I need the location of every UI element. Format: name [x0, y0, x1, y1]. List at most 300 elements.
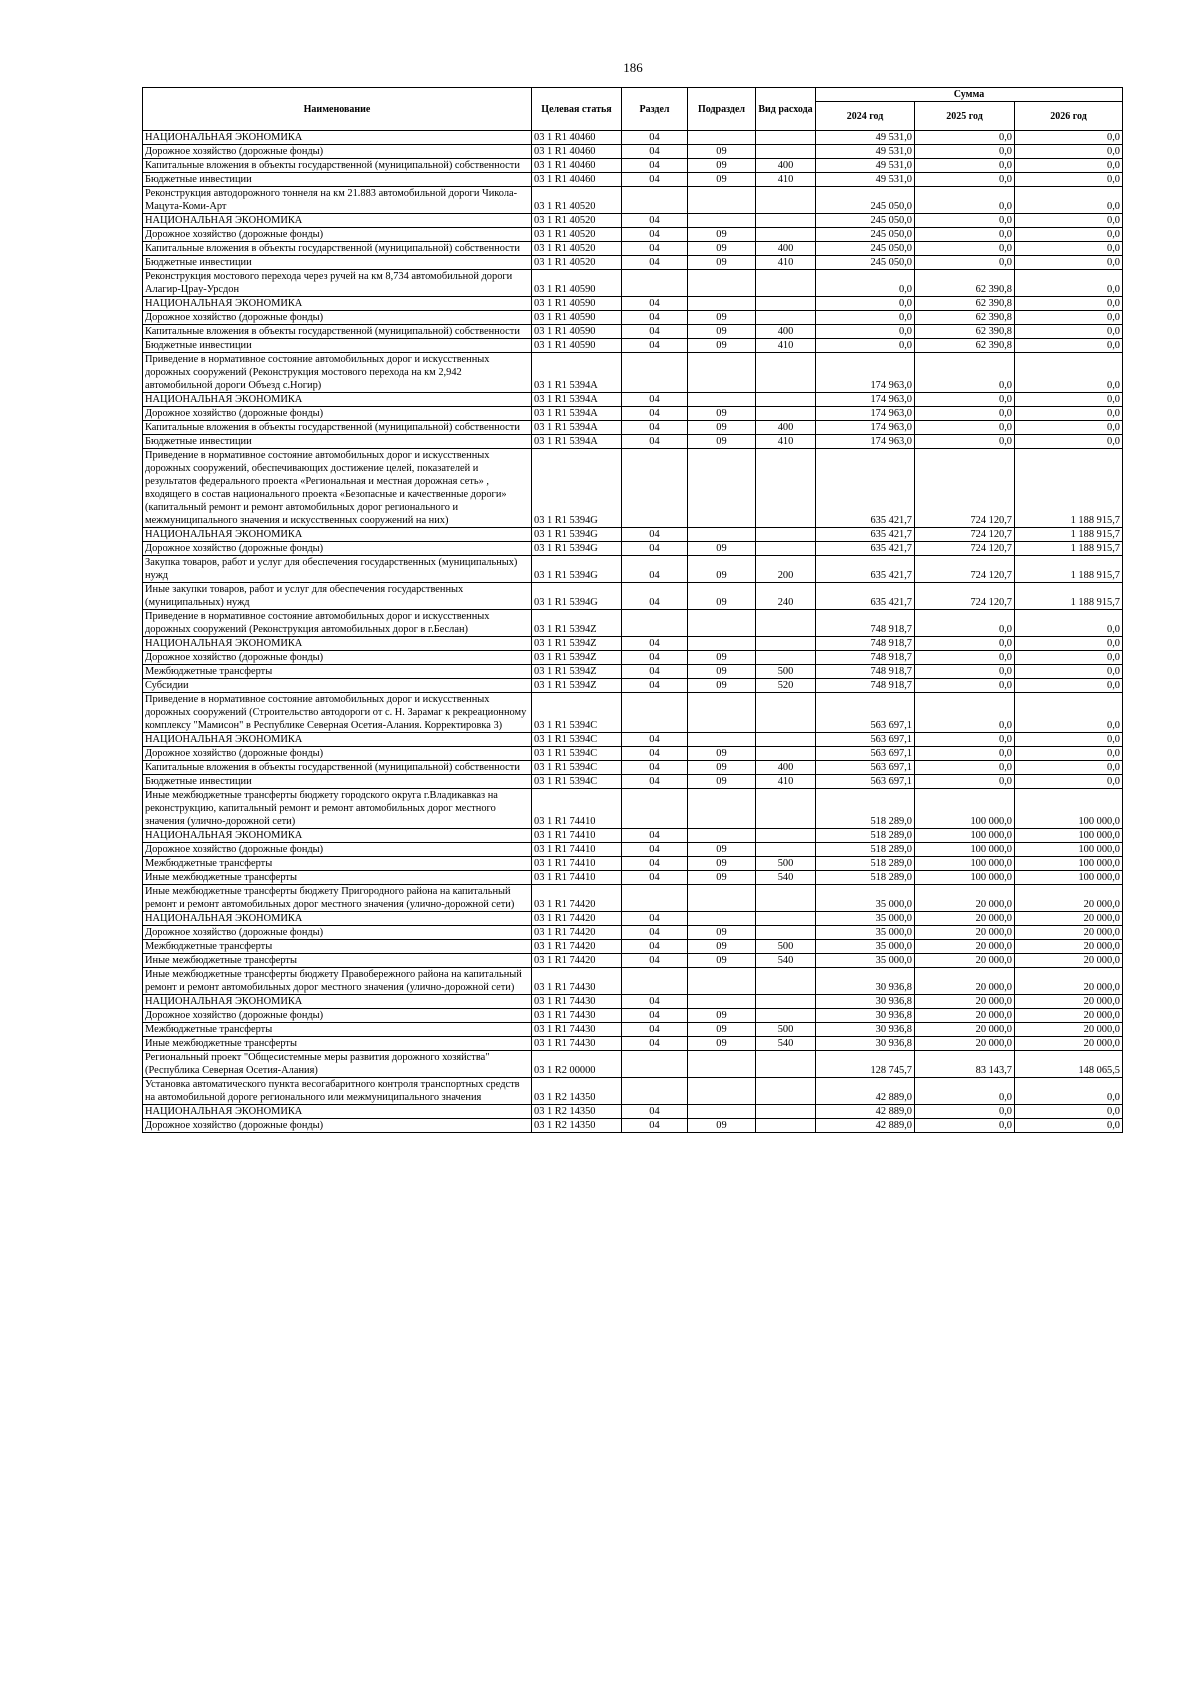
- cell-2024: 563 697,1: [816, 775, 915, 789]
- table-row: [143, 145, 1123, 159]
- cell-name: НАЦИОНАЛЬНАЯ ЭКОНОМИКА: [143, 912, 532, 926]
- cell-expense-type: 410: [756, 775, 816, 789]
- table-row: [143, 556, 1123, 583]
- cell-expense-type: 540: [756, 871, 816, 885]
- cell-subsection: 09: [688, 435, 756, 449]
- cell-target-article: 03 1 R1 74420: [532, 885, 622, 912]
- cell-subsection: 09: [688, 843, 756, 857]
- cell-2026: 148 065,5: [1015, 1051, 1123, 1078]
- table-row: [143, 926, 1123, 940]
- cell-section: [622, 693, 688, 733]
- cell-section: 04: [622, 528, 688, 542]
- cell-name: Дорожное хозяйство (дорожные фонды): [143, 407, 532, 421]
- cell-subsection: 09: [688, 228, 756, 242]
- cell-2025: 0,0: [915, 256, 1015, 270]
- cell-2026: 0,0: [1015, 679, 1123, 693]
- cell-2024: 30 936,8: [816, 1037, 915, 1051]
- cell-subsection: 09: [688, 651, 756, 665]
- cell-2025: 0,0: [915, 187, 1015, 214]
- cell-2026: 20 000,0: [1015, 940, 1123, 954]
- cell-subsection: [688, 610, 756, 637]
- table-row: [143, 1078, 1123, 1105]
- page-number: 186: [623, 60, 643, 75]
- cell-subsection: 09: [688, 242, 756, 256]
- cell-expense-type: [756, 968, 816, 995]
- table-row: [143, 187, 1123, 214]
- cell-2025: 0,0: [915, 747, 1015, 761]
- cell-section: [622, 1051, 688, 1078]
- cell-name: Капитальные вложения в объекты государственной (муниципальной) собственности: [143, 242, 532, 256]
- cell-2024: 563 697,1: [816, 733, 915, 747]
- cell-section: 04: [622, 871, 688, 885]
- cell-name: Дорожное хозяйство (дорожные фонды): [143, 651, 532, 665]
- cell-expense-type: [756, 1119, 816, 1133]
- cell-subsection: [688, 297, 756, 311]
- cell-subsection: 09: [688, 926, 756, 940]
- cell-name: Межбюджетные трансферты: [143, 940, 532, 954]
- cell-subsection: 09: [688, 1119, 756, 1133]
- cell-name: Региональный проект "Общесистемные меры развития дорожного хозяйства" (Республика Северная Осетия-Алания): [143, 1051, 532, 1078]
- cell-2026: 20 000,0: [1015, 954, 1123, 968]
- cell-target-article: 03 1 R1 40520: [532, 187, 622, 214]
- cell-section: [622, 187, 688, 214]
- cell-2026: 20 000,0: [1015, 968, 1123, 995]
- cell-expense-type: 500: [756, 857, 816, 871]
- cell-2024: 49 531,0: [816, 131, 915, 145]
- cell-2024: 635 421,7: [816, 583, 915, 610]
- cell-subsection: 09: [688, 159, 756, 173]
- cell-target-article: 03 1 R1 40460: [532, 173, 622, 187]
- cell-target-article: 03 1 R1 5394A: [532, 407, 622, 421]
- cell-name: НАЦИОНАЛЬНАЯ ЭКОНОМИКА: [143, 1105, 532, 1119]
- cell-2026: 1 188 915,7: [1015, 556, 1123, 583]
- cell-2024: 518 289,0: [816, 829, 915, 843]
- cell-2026: 0,0: [1015, 761, 1123, 775]
- cell-section: 04: [622, 829, 688, 843]
- table-row: [143, 159, 1123, 173]
- cell-subsection: [688, 995, 756, 1009]
- cell-2024: 174 963,0: [816, 435, 915, 449]
- cell-subsection: [688, 885, 756, 912]
- cell-name: Капитальные вложения в объекты государственной (муниципальной) собственности: [143, 421, 532, 435]
- cell-name: Межбюджетные трансферты: [143, 857, 532, 871]
- table-row: [143, 339, 1123, 353]
- cell-2026: 1 188 915,7: [1015, 583, 1123, 610]
- table-row: [143, 1023, 1123, 1037]
- cell-section: 04: [622, 761, 688, 775]
- cell-name: Закупка товаров, работ и услуг для обеспечения государственных (муниципальных) нужд: [143, 556, 532, 583]
- cell-expense-type: 400: [756, 761, 816, 775]
- cell-subsection: [688, 1051, 756, 1078]
- table-row: [143, 131, 1123, 145]
- cell-name: Приведение в нормативное состояние автомобильных дорог и искусственных дорожных сооружений, обеспечивающих достижение целей, показателей и результатов федерального проекта «Региональная и местная дорожная сеть» , входящего в состав национального проекта «Безопасные и качественные дороги» (капитальный ремонт и ремонт автомобильных дорог регионального и межмуниципального значения и искусственных сооружений на них): [143, 449, 532, 528]
- cell-section: 04: [622, 145, 688, 159]
- cell-2025: 0,0: [915, 242, 1015, 256]
- table-row: [143, 789, 1123, 829]
- cell-target-article: 03 1 R1 74420: [532, 912, 622, 926]
- cell-2026: 0,0: [1015, 393, 1123, 407]
- cell-subsection: 09: [688, 954, 756, 968]
- cell-subsection: 09: [688, 407, 756, 421]
- cell-2024: 563 697,1: [816, 747, 915, 761]
- cell-name: Дорожное хозяйство (дорожные фонды): [143, 542, 532, 556]
- table-row: [143, 583, 1123, 610]
- cell-expense-type: 200: [756, 556, 816, 583]
- cell-2025: 0,0: [915, 353, 1015, 393]
- table-row: [143, 968, 1123, 995]
- cell-2026: 100 000,0: [1015, 843, 1123, 857]
- cell-section: [622, 789, 688, 829]
- cell-2026: 0,0: [1015, 297, 1123, 311]
- cell-2025: 0,0: [915, 421, 1015, 435]
- cell-target-article: 03 1 R1 40590: [532, 311, 622, 325]
- table-row: [143, 1119, 1123, 1133]
- table-row: [143, 311, 1123, 325]
- cell-target-article: 03 1 R1 40590: [532, 325, 622, 339]
- cell-2024: 0,0: [816, 325, 915, 339]
- cell-subsection: [688, 789, 756, 829]
- table-row: [143, 610, 1123, 637]
- cell-2026: 0,0: [1015, 775, 1123, 789]
- cell-section: 04: [622, 775, 688, 789]
- cell-subsection: [688, 829, 756, 843]
- cell-name: Установка автоматического пункта весогабаритного контроля транспортных средств на автомобильной дороге регионального или межмуниципального значения: [143, 1078, 532, 1105]
- table-row: [143, 857, 1123, 871]
- cell-2024: 0,0: [816, 270, 915, 297]
- cell-2026: 0,0: [1015, 1119, 1123, 1133]
- cell-target-article: 03 1 R1 74420: [532, 926, 622, 940]
- cell-2026: 0,0: [1015, 353, 1123, 393]
- cell-expense-type: [756, 637, 816, 651]
- table-row: [143, 747, 1123, 761]
- cell-section: 04: [622, 679, 688, 693]
- cell-2025: 100 000,0: [915, 789, 1015, 829]
- cell-target-article: 03 1 R1 5394A: [532, 435, 622, 449]
- cell-name: НАЦИОНАЛЬНАЯ ЭКОНОМИКА: [143, 214, 532, 228]
- cell-2024: 30 936,8: [816, 1023, 915, 1037]
- table-row: [143, 1105, 1123, 1119]
- cell-2025: 20 000,0: [915, 995, 1015, 1009]
- cell-section: 04: [622, 912, 688, 926]
- cell-target-article: 03 1 R2 00000: [532, 1051, 622, 1078]
- cell-2025: 0,0: [915, 435, 1015, 449]
- cell-2025: 100 000,0: [915, 871, 1015, 885]
- cell-2024: 42 889,0: [816, 1078, 915, 1105]
- cell-name: Иные закупки товаров, работ и услуг для обеспечения государственных (муниципальных) нужд: [143, 583, 532, 610]
- cell-2025: 20 000,0: [915, 954, 1015, 968]
- cell-target-article: 03 1 R1 40520: [532, 256, 622, 270]
- cell-name: НАЦИОНАЛЬНАЯ ЭКОНОМИКА: [143, 528, 532, 542]
- cell-target-article: 03 1 R1 5394Z: [532, 665, 622, 679]
- table-row: [143, 1051, 1123, 1078]
- cell-target-article: 03 1 R1 40520: [532, 228, 622, 242]
- cell-2026: 0,0: [1015, 256, 1123, 270]
- cell-2025: 20 000,0: [915, 1023, 1015, 1037]
- header-section: Раздел: [622, 88, 688, 131]
- cell-subsection: [688, 449, 756, 528]
- cell-2025: 100 000,0: [915, 857, 1015, 871]
- cell-subsection: 09: [688, 871, 756, 885]
- cell-2025: 0,0: [915, 407, 1015, 421]
- cell-2024: 245 050,0: [816, 214, 915, 228]
- table-row: [143, 871, 1123, 885]
- cell-expense-type: [756, 885, 816, 912]
- cell-target-article: 03 1 R1 40590: [532, 339, 622, 353]
- cell-name: Иные межбюджетные трансферты: [143, 954, 532, 968]
- cell-target-article: 03 1 R1 74420: [532, 954, 622, 968]
- cell-section: [622, 885, 688, 912]
- table-row: [143, 1009, 1123, 1023]
- cell-subsection: [688, 1078, 756, 1105]
- cell-subsection: [688, 393, 756, 407]
- cell-2026: 0,0: [1015, 242, 1123, 256]
- cell-2024: 35 000,0: [816, 954, 915, 968]
- cell-2024: 30 936,8: [816, 968, 915, 995]
- cell-expense-type: [756, 1105, 816, 1119]
- cell-expense-type: [756, 829, 816, 843]
- cell-target-article: 03 1 R1 74430: [532, 995, 622, 1009]
- cell-section: 04: [622, 583, 688, 610]
- cell-section: 04: [622, 131, 688, 145]
- cell-expense-type: 400: [756, 159, 816, 173]
- cell-expense-type: 400: [756, 421, 816, 435]
- cell-2026: 0,0: [1015, 228, 1123, 242]
- cell-2024: 35 000,0: [816, 912, 915, 926]
- cell-2024: 748 918,7: [816, 665, 915, 679]
- cell-2024: 0,0: [816, 339, 915, 353]
- cell-subsection: [688, 270, 756, 297]
- cell-2026: 20 000,0: [1015, 1037, 1123, 1051]
- cell-2026: 0,0: [1015, 435, 1123, 449]
- cell-2025: 20 000,0: [915, 1009, 1015, 1023]
- cell-2025: 20 000,0: [915, 912, 1015, 926]
- table-row: [143, 449, 1123, 528]
- cell-target-article: 03 1 R1 5394G: [532, 583, 622, 610]
- cell-target-article: 03 1 R1 40590: [532, 270, 622, 297]
- cell-target-article: 03 1 R1 40460: [532, 145, 622, 159]
- cell-2025: 724 120,7: [915, 556, 1015, 583]
- cell-target-article: 03 1 R2 14350: [532, 1119, 622, 1133]
- cell-section: [622, 270, 688, 297]
- cell-2024: 35 000,0: [816, 926, 915, 940]
- cell-2026: 1 188 915,7: [1015, 449, 1123, 528]
- cell-expense-type: [756, 995, 816, 1009]
- cell-section: 04: [622, 940, 688, 954]
- cell-2025: 0,0: [915, 665, 1015, 679]
- cell-2025: 0,0: [915, 1105, 1015, 1119]
- cell-2025: 20 000,0: [915, 1037, 1015, 1051]
- cell-target-article: 03 1 R1 74410: [532, 857, 622, 871]
- cell-name: Иные межбюджетные трансферты бюджету Правобережного района на капитальный ремонт и ремонт автомобильных дорог местного значения (улично-дорожной сети): [143, 968, 532, 995]
- table-row: [143, 995, 1123, 1009]
- cell-section: 04: [622, 542, 688, 556]
- cell-2024: 49 531,0: [816, 173, 915, 187]
- cell-name: НАЦИОНАЛЬНАЯ ЭКОНОМИКА: [143, 131, 532, 145]
- cell-expense-type: [756, 353, 816, 393]
- cell-section: 04: [622, 1037, 688, 1051]
- cell-expense-type: [756, 528, 816, 542]
- cell-2025: 0,0: [915, 637, 1015, 651]
- cell-expense-type: 500: [756, 940, 816, 954]
- cell-subsection: 09: [688, 256, 756, 270]
- cell-section: 04: [622, 926, 688, 940]
- cell-2025: 724 120,7: [915, 583, 1015, 610]
- cell-expense-type: [756, 1078, 816, 1105]
- cell-section: 04: [622, 954, 688, 968]
- cell-name: Дорожное хозяйство (дорожные фонды): [143, 145, 532, 159]
- cell-2025: 62 390,8: [915, 311, 1015, 325]
- cell-2024: 635 421,7: [816, 449, 915, 528]
- cell-section: 04: [622, 421, 688, 435]
- cell-name: НАЦИОНАЛЬНАЯ ЭКОНОМИКА: [143, 829, 532, 843]
- cell-expense-type: 540: [756, 954, 816, 968]
- cell-2025: 62 390,8: [915, 325, 1015, 339]
- table-row: [143, 421, 1123, 435]
- cell-target-article: 03 1 R1 74410: [532, 789, 622, 829]
- cell-subsection: 09: [688, 583, 756, 610]
- cell-name: Межбюджетные трансферты: [143, 665, 532, 679]
- cell-expense-type: [756, 449, 816, 528]
- cell-subsection: 09: [688, 665, 756, 679]
- cell-expense-type: [756, 297, 816, 311]
- cell-section: 04: [622, 242, 688, 256]
- cell-2024: 0,0: [816, 297, 915, 311]
- cell-expense-type: [756, 228, 816, 242]
- table-row: [143, 297, 1123, 311]
- table-row: [143, 829, 1123, 843]
- cell-2024: 42 889,0: [816, 1119, 915, 1133]
- cell-2025: 62 390,8: [915, 339, 1015, 353]
- table-row: [143, 270, 1123, 297]
- cell-2025: 0,0: [915, 131, 1015, 145]
- cell-expense-type: 400: [756, 242, 816, 256]
- cell-name: НАЦИОНАЛЬНАЯ ЭКОНОМИКА: [143, 733, 532, 747]
- cell-section: 04: [622, 1009, 688, 1023]
- cell-target-article: 03 1 R1 5394A: [532, 353, 622, 393]
- cell-subsection: 09: [688, 761, 756, 775]
- cell-2026: 0,0: [1015, 1078, 1123, 1105]
- cell-section: 04: [622, 556, 688, 583]
- cell-expense-type: 410: [756, 173, 816, 187]
- cell-expense-type: 400: [756, 325, 816, 339]
- cell-target-article: 03 1 R1 74420: [532, 940, 622, 954]
- cell-section: 04: [622, 325, 688, 339]
- cell-expense-type: [756, 311, 816, 325]
- cell-subsection: [688, 968, 756, 995]
- cell-name: Бюджетные инвестиции: [143, 173, 532, 187]
- cell-2026: 100 000,0: [1015, 871, 1123, 885]
- cell-expense-type: [756, 542, 816, 556]
- cell-expense-type: [756, 1009, 816, 1023]
- cell-target-article: 03 1 R1 40590: [532, 297, 622, 311]
- cell-section: 04: [622, 228, 688, 242]
- table-row: [143, 1037, 1123, 1051]
- cell-name: Капитальные вложения в объекты государственной (муниципальной) собственности: [143, 159, 532, 173]
- cell-subsection: [688, 637, 756, 651]
- cell-expense-type: 240: [756, 583, 816, 610]
- table-row: [143, 912, 1123, 926]
- cell-expense-type: 410: [756, 435, 816, 449]
- cell-target-article: 03 1 R1 40520: [532, 242, 622, 256]
- cell-section: [622, 449, 688, 528]
- cell-2026: 1 188 915,7: [1015, 528, 1123, 542]
- cell-2026: 1 188 915,7: [1015, 542, 1123, 556]
- cell-subsection: 09: [688, 311, 756, 325]
- cell-subsection: 09: [688, 339, 756, 353]
- table-row: [143, 242, 1123, 256]
- cell-target-article: 03 1 R1 5394A: [532, 393, 622, 407]
- cell-expense-type: 410: [756, 256, 816, 270]
- cell-target-article: 03 1 R1 5394C: [532, 693, 622, 733]
- cell-target-article: 03 1 R1 5394C: [532, 775, 622, 789]
- cell-2026: 0,0: [1015, 173, 1123, 187]
- cell-2024: 174 963,0: [816, 421, 915, 435]
- cell-subsection: 09: [688, 679, 756, 693]
- cell-expense-type: 540: [756, 1037, 816, 1051]
- table-row: [143, 679, 1123, 693]
- cell-2025: 0,0: [915, 733, 1015, 747]
- table-row: [143, 214, 1123, 228]
- cell-section: 04: [622, 173, 688, 187]
- table-row: [143, 693, 1123, 733]
- cell-name: Бюджетные инвестиции: [143, 256, 532, 270]
- table-row: [143, 843, 1123, 857]
- cell-section: 04: [622, 733, 688, 747]
- cell-name: Капитальные вложения в объекты государственной (муниципальной) собственности: [143, 325, 532, 339]
- cell-subsection: 09: [688, 145, 756, 159]
- cell-2026: 0,0: [1015, 610, 1123, 637]
- cell-2025: 0,0: [915, 693, 1015, 733]
- header-year-2025: 2025 год: [915, 102, 1015, 131]
- cell-subsection: 09: [688, 325, 756, 339]
- cell-name: Иные межбюджетные трансферты бюджету городского округа г.Владикавказ на реконструкцию, капитальный ремонт и ремонт автомобильных дорог местного значения (улично-дорожной сети): [143, 789, 532, 829]
- cell-name: Реконструкция мостового перехода через ручей на км 8,734 автомобильной дороги Алагир-Цраy-Урсдон: [143, 270, 532, 297]
- cell-2026: 20 000,0: [1015, 885, 1123, 912]
- cell-subsection: 09: [688, 421, 756, 435]
- cell-subsection: [688, 187, 756, 214]
- cell-subsection: [688, 733, 756, 747]
- cell-subsection: [688, 353, 756, 393]
- cell-section: [622, 610, 688, 637]
- cell-target-article: 03 1 R1 5394A: [532, 421, 622, 435]
- cell-target-article: 03 1 R1 5394Z: [532, 610, 622, 637]
- cell-expense-type: [756, 1051, 816, 1078]
- cell-target-article: 03 1 R1 5394G: [532, 556, 622, 583]
- cell-name: Субсидии: [143, 679, 532, 693]
- cell-expense-type: [756, 187, 816, 214]
- cell-subsection: 09: [688, 747, 756, 761]
- cell-name: НАЦИОНАЛЬНАЯ ЭКОНОМИКА: [143, 297, 532, 311]
- cell-target-article: 03 1 R1 5394G: [532, 449, 622, 528]
- cell-section: 04: [622, 747, 688, 761]
- cell-2025: 20 000,0: [915, 885, 1015, 912]
- cell-2026: 20 000,0: [1015, 995, 1123, 1009]
- cell-2026: 0,0: [1015, 145, 1123, 159]
- header-target-article: Целевая статья: [532, 88, 622, 131]
- cell-2024: 245 050,0: [816, 187, 915, 214]
- cell-subsection: 09: [688, 940, 756, 954]
- cell-name: Дорожное хозяйство (дорожные фонды): [143, 1119, 532, 1133]
- cell-2024: 635 421,7: [816, 528, 915, 542]
- cell-name: Приведение в нормативное состояние автомобильных дорог и искусственных дорожных сооружений (Строительство автодороги от с. Н. Зарамаг к рекреационному комплексу "Мамисон" в Республике Северная Осетия-Алания. Корректировка 3): [143, 693, 532, 733]
- cell-2024: 518 289,0: [816, 857, 915, 871]
- cell-target-article: 03 1 R2 14350: [532, 1078, 622, 1105]
- cell-subsection: 09: [688, 556, 756, 583]
- cell-name: Бюджетные инвестиции: [143, 339, 532, 353]
- table-row: [143, 954, 1123, 968]
- cell-2025: 0,0: [915, 214, 1015, 228]
- cell-2024: 245 050,0: [816, 256, 915, 270]
